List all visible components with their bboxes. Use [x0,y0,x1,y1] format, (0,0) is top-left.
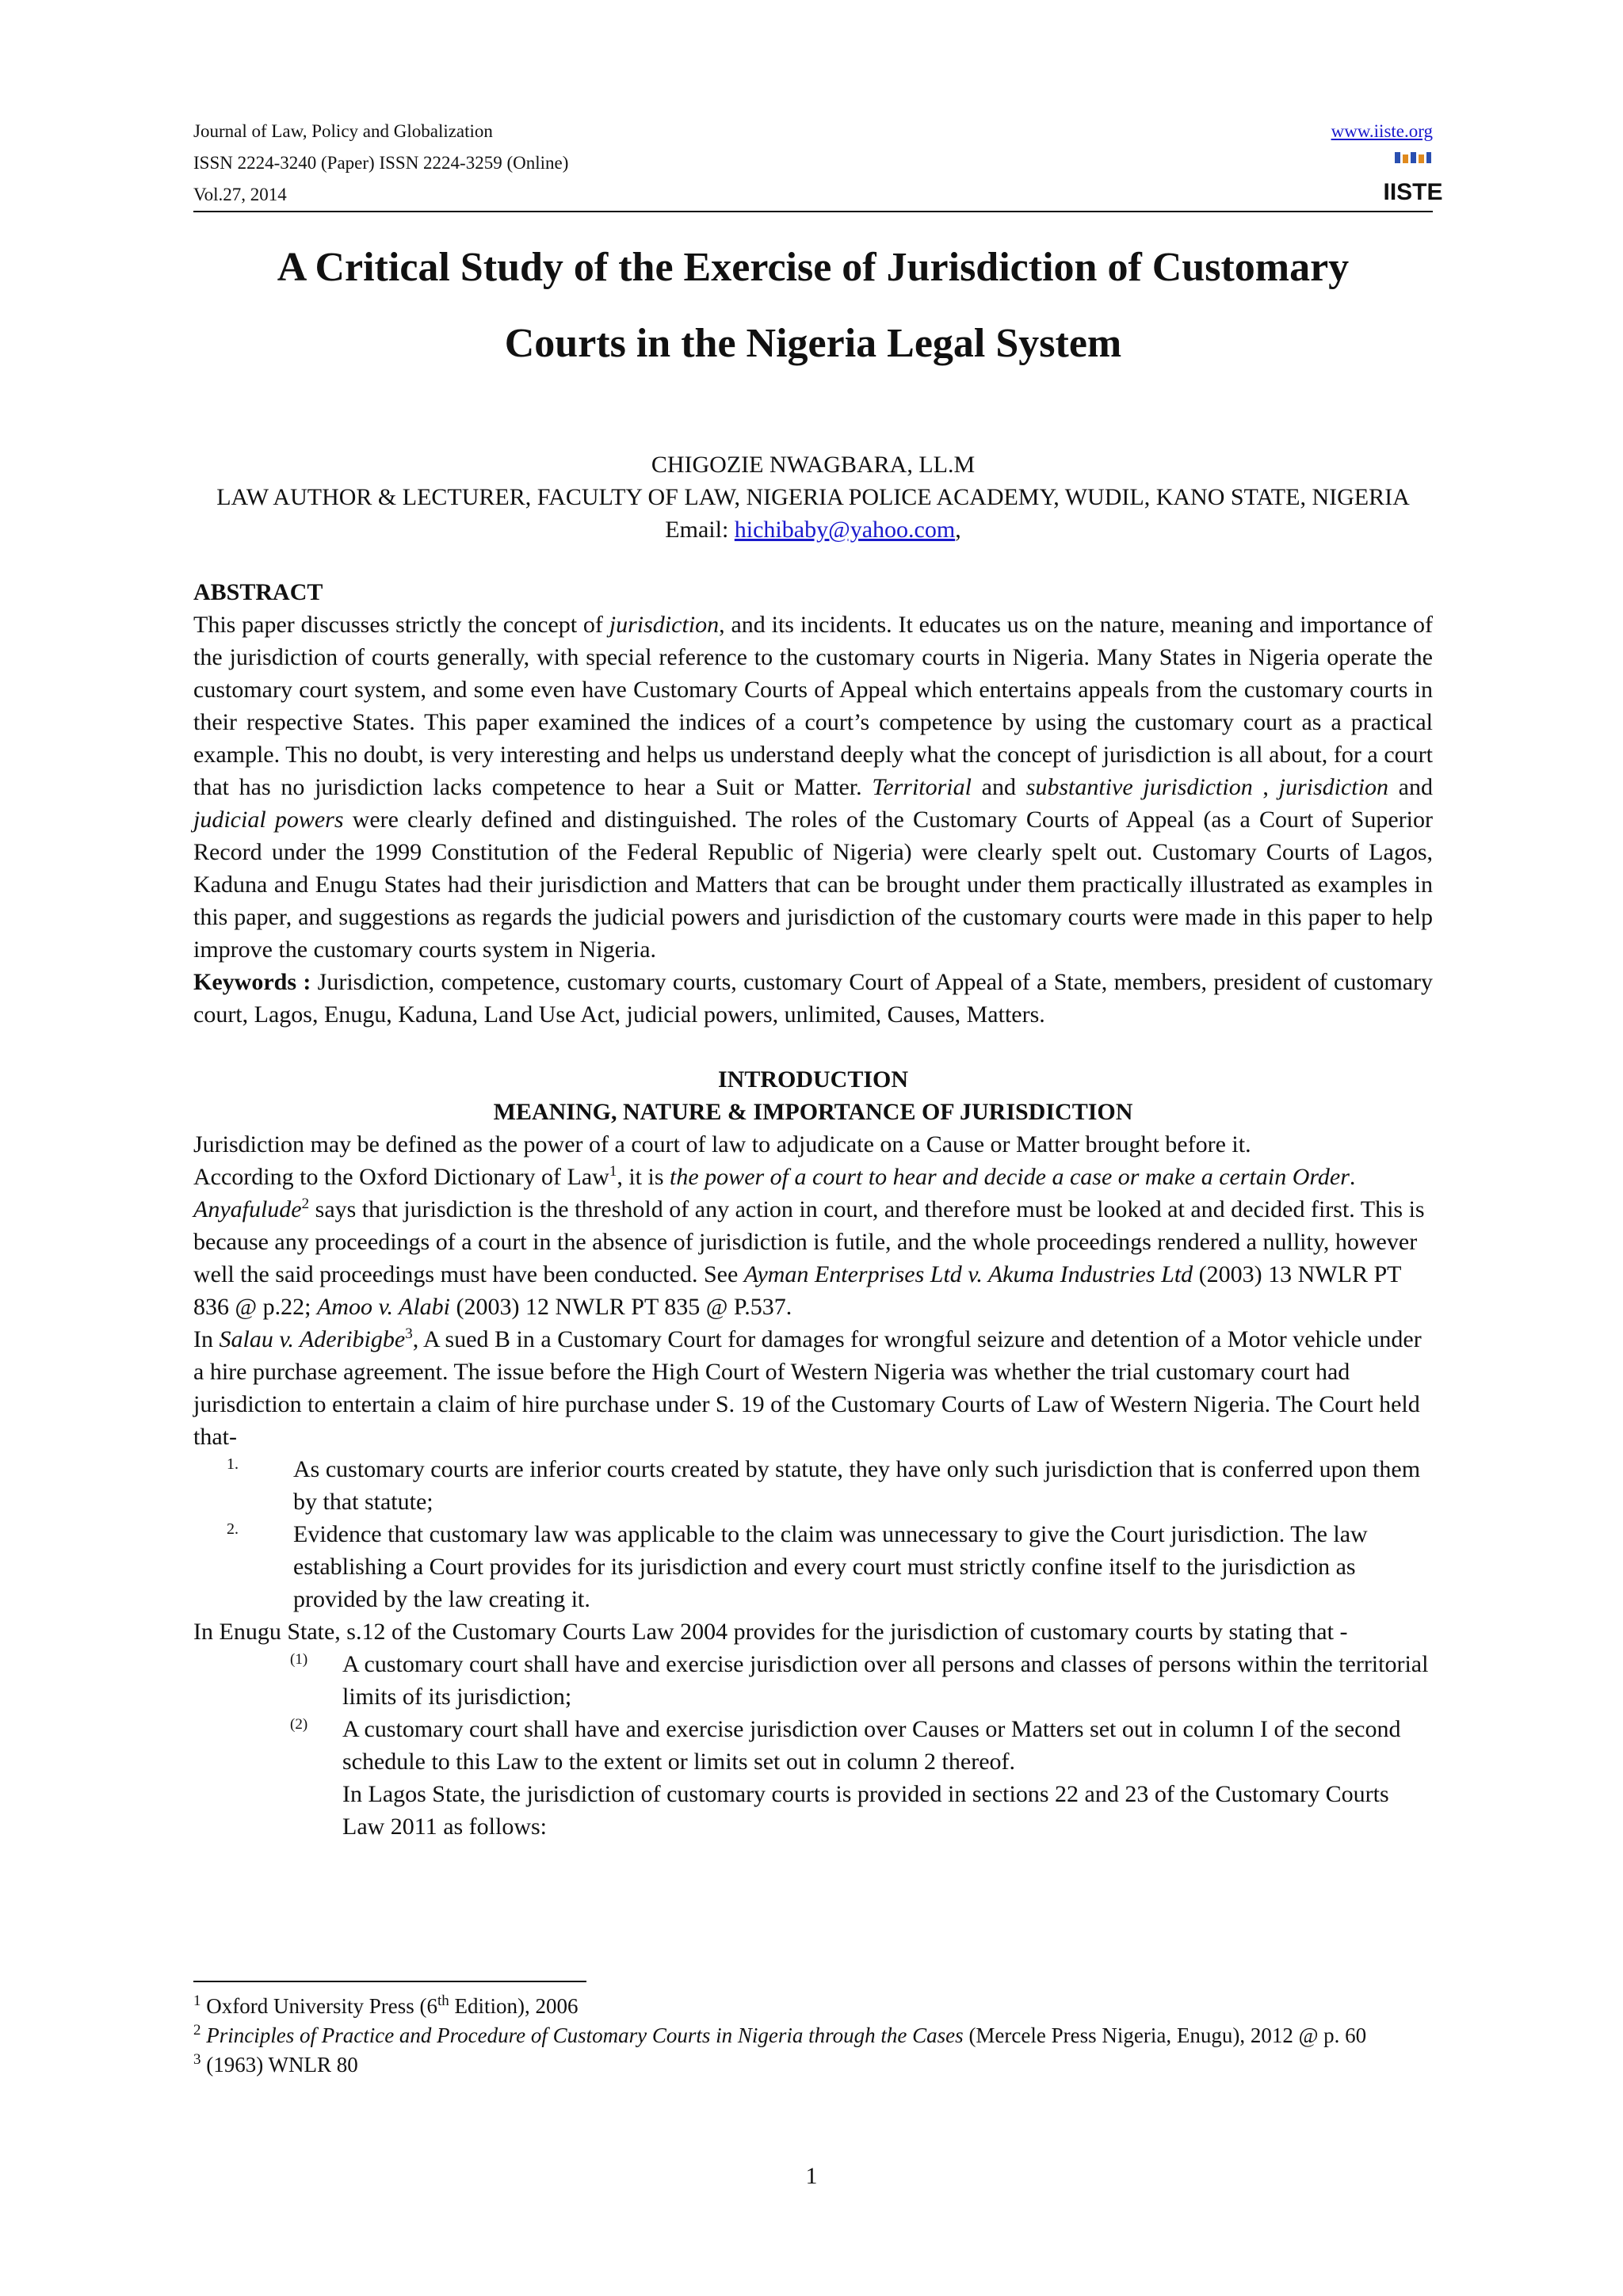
keywords [193,966,1433,1031]
journal-volume: Vol.27, 2014 [193,185,287,204]
abstract-heading: ABSTRACT [193,579,323,605]
iiste-logo [1383,151,1443,205]
footnote-1: $^1$ Oxford University Press (6th Edition), 2006 [193,1993,579,2018]
journal-header [193,116,568,211]
footnotes [193,1992,1433,2080]
list-number: 2. [227,1520,239,1538]
keywords-text: Jurisdiction, competence, customary courts, customary Court of Appeal of a State, members, president of customary court, Lagos, Enugu, Kaduna, Land Use Act, judicial powers, unlimited, Causes, Matters. [193,969,1433,1028]
intro-paragraph-4: In Enugu State, s.12 of the Customary Courts Law 2004 provides for the jurisdiction of customary courts by stating that - [193,1619,1348,1645]
page-number: 1 [805,2163,818,2189]
author-email-link[interactable]: hichibaby@yahoo.com [734,517,956,543]
footnote-ref-3: 3 [405,1325,413,1342]
list-item: (2) A customary court shall have and exercise jurisdiction over Causes or Matters set out in column I of the second schedule to this Law to the extent or limits set out in column 2 thereof. [193,1713,1433,1778]
journal-issn: ISSN 2224-3240 (Paper) ISSN 2224-3259 (Online) [193,153,569,173]
header-divider [193,211,1433,212]
intro-subheading: MEANING, NATURE & IMPORTANCE OF JURISDICTION [493,1099,1133,1125]
list-item: (1) A customary court shall have and exercise jurisdiction over all persons and classes of persons within the territorial limits of its jurisdiction; [193,1648,1433,1713]
intro-paragraph-1: Jurisdiction may be defined as the power of a court of law to adjudicate on a Cause or Matter brought before it. [193,1131,1251,1158]
footnote-3: $^3$ (1963) WNLR 80 [193,2051,358,2077]
author-affiliation: LAW AUTHOR & LECTURER, FACULTY OF LAW, NIGERIA POLICE ACADEMY, WUDIL, KANO STATE, NIGERIA [216,484,1410,510]
intro-heading: INTRODUCTION [717,1066,909,1093]
list-item: 1. As customary courts are inferior courts created by statute, they have only such jurisdiction that is conferred upon them by that statute; [193,1453,1433,1518]
title-line-2: Courts in the Nigeria Legal System [504,321,1122,366]
keywords-label: Keywords : [193,969,311,995]
logo-text: IISTE [1383,179,1443,205]
intro-paragraph-3: In Salau v. Aderibigbe$^3$, A sued B in a Customary Court for damages for wrongful seizure and detention of a Motor vehicle under a hire purchase agreement. The issue before the High Court of Western Nigeria was whether the trial customary court had jurisdiction to entertain a claim of hire purchase under S. 19 of the Customary Courts of Law of Western Nigeria. The Court held that- [193,1325,1422,1450]
intro-paragraph-2: According to the Oxford Dictionary of Law$^1$, it is the power of a court to hear and decide a case or make a certain Order. Anyafulude$^2$ says that jurisdiction is the threshold of any action in court, and therefore must be looked at and decided first. This is because any proceedings of a court in the absence of jurisdiction is futile, and the whole proceedings rendered a nullity, however well the said proceedings must have been conducted. See Ayman Enterprises Ltd v. Akuma Industries Ltd (2003) 13 NWLR PT 836 @ p.22; Amoo v. Alabi (2003) 12 NWLR PT 835 @ P.537. [193,1163,1425,1320]
list-item: 2. Evidence that customary law was applicable to the claim was unnecessary to give the Court jurisdiction. The law establishing a Court provides for its jurisdiction and every court must strictly confine itself to the jurisdiction as provided by the law creating it. [193,1518,1433,1615]
author-email-line [193,513,1433,546]
footnote-ref-1: 1 [609,1163,617,1180]
list-number: 1. [227,1455,239,1473]
author-name: CHIGOZIE NWAGBARA, LL.M [651,452,976,478]
journal-website-wrap [1331,116,1433,147]
title-line-1: A Critical Study of the Exercise of Jurisdiction of Customary [277,245,1350,290]
abstract-text: This paper discusses strictly the concept of jurisdiction, and its incidents. It educates us on the nature, meaning and importance of the jurisdiction of courts generally, with special reference to the customary courts in Nigeria. Many States in Nigeria operate the customary court system, and some even have Customary Courts of Appeal which entertains appeals from the customary courts in their respective States. This paper examined the indices of a court’s competence by using the customary court as a practical example. This no doubt, is very interesting and helps us understand deeply what the concept of jurisdiction is all about, for a court that has no jurisdiction lacks competence to hear a Suit or Matter. Territorial and substantive jurisdiction , jurisdiction and judicial powers were clearly defined and distinguished. The roles of the Customary Courts of Appeal (as a Court of Superior Record under the 1999 Constitution of the Federal Republic of Nigeria) were clearly spelt out. Customary Courts of Lagos, Kaduna and Enugu States had their jurisdiction and Matters that can be brought under them practically illustrated as examples in this paper, and suggestions as regards the judicial powers and jurisdiction of the customary courts were made in this paper to help improve the customary courts system in Nigeria. [193,612,1433,963]
footnote-2: $^2$ Principles of Practice and Procedure of Customary Courts in Nigeria through the Cases (Mercele Press Nigeria, Enugu), 2012 @ p. 60 [193,2022,1367,2047]
journal-website-link[interactable]: www.iiste.org [1331,121,1433,141]
intro-paragraph-5: In Lagos State, the jurisdiction of customary courts is provided in sections 22 and 23 of the Customary Courts Law 2011 as follows: [342,1781,1389,1840]
email-label: Email: [665,517,735,543]
list-number: (2) [290,1716,308,1733]
paper-body [193,576,1433,1843]
author-block [193,448,1433,546]
paper-title [193,230,1433,382]
list-number: (1) [290,1651,308,1668]
footnote-divider [193,1981,586,1982]
footnote-ref-2: 2 [301,1196,310,1212]
journal-name: Journal of Law, Policy and Globalization [193,121,493,141]
email-suffix: , [955,517,961,543]
